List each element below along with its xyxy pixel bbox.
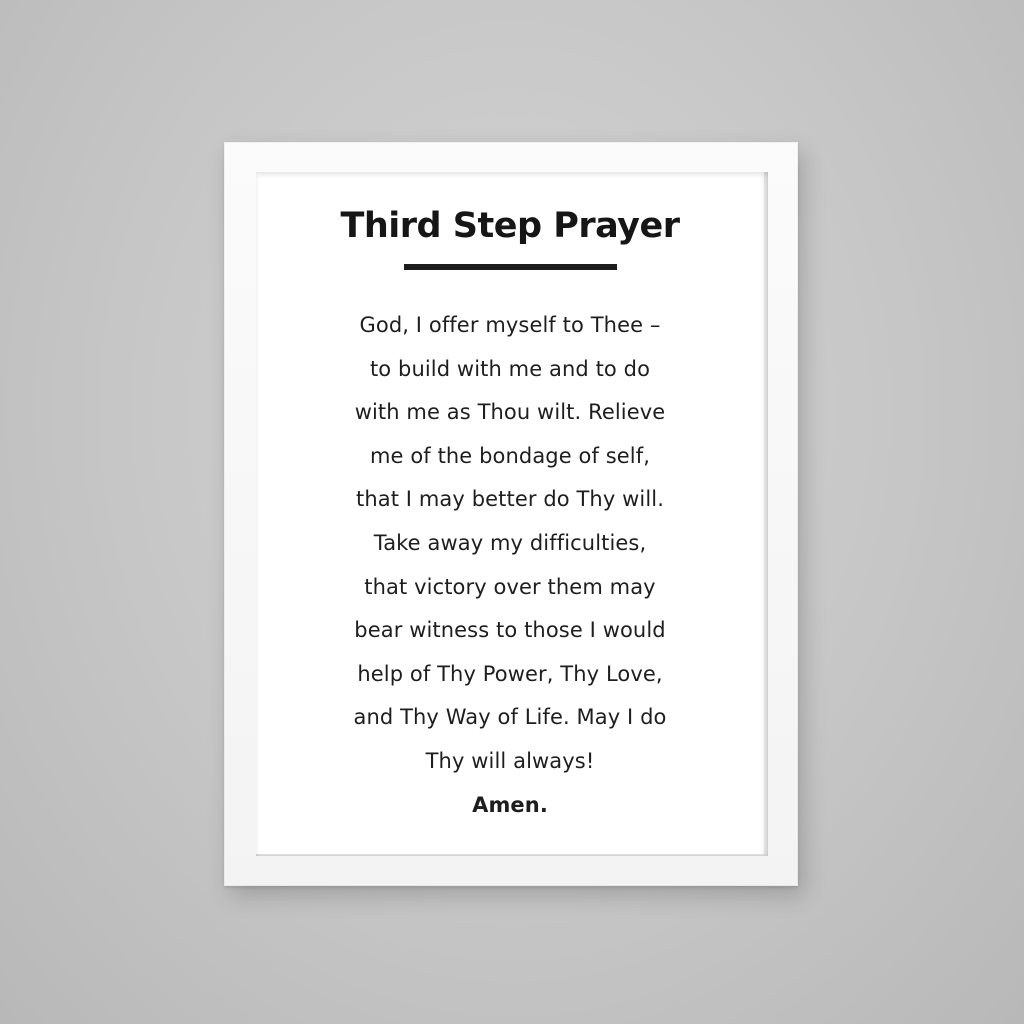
prayer-line: help of Thy Power, Thy Love, [357,661,663,686]
prayer-line: to build with me and to do [369,356,651,381]
title-underline [404,264,617,270]
prayer-line: with me as Thou wilt. Relieve [354,400,666,425]
prayer-line: Thy will always! [425,748,595,773]
poster-print [256,172,764,854]
picture-frame [224,142,798,886]
prayer-line: that I may better do Thy will. [355,487,664,512]
prayer-text [256,304,764,827]
prayer-line: me of the bondage of self, [370,443,650,468]
prayer-closing: Amen. [472,792,548,817]
poster-title: Third Step Prayer [340,206,680,246]
prayer-line: bear witness to those I would [354,618,666,643]
prayer-line: God, I offer myself to Thee – [359,313,661,337]
prayer-line: that victory over them may [364,574,656,599]
prayer-line: Take away my difficulties, [373,530,647,555]
frame-recess [256,172,768,856]
prayer-line: and Thy Way of Life. May I do [353,705,667,730]
